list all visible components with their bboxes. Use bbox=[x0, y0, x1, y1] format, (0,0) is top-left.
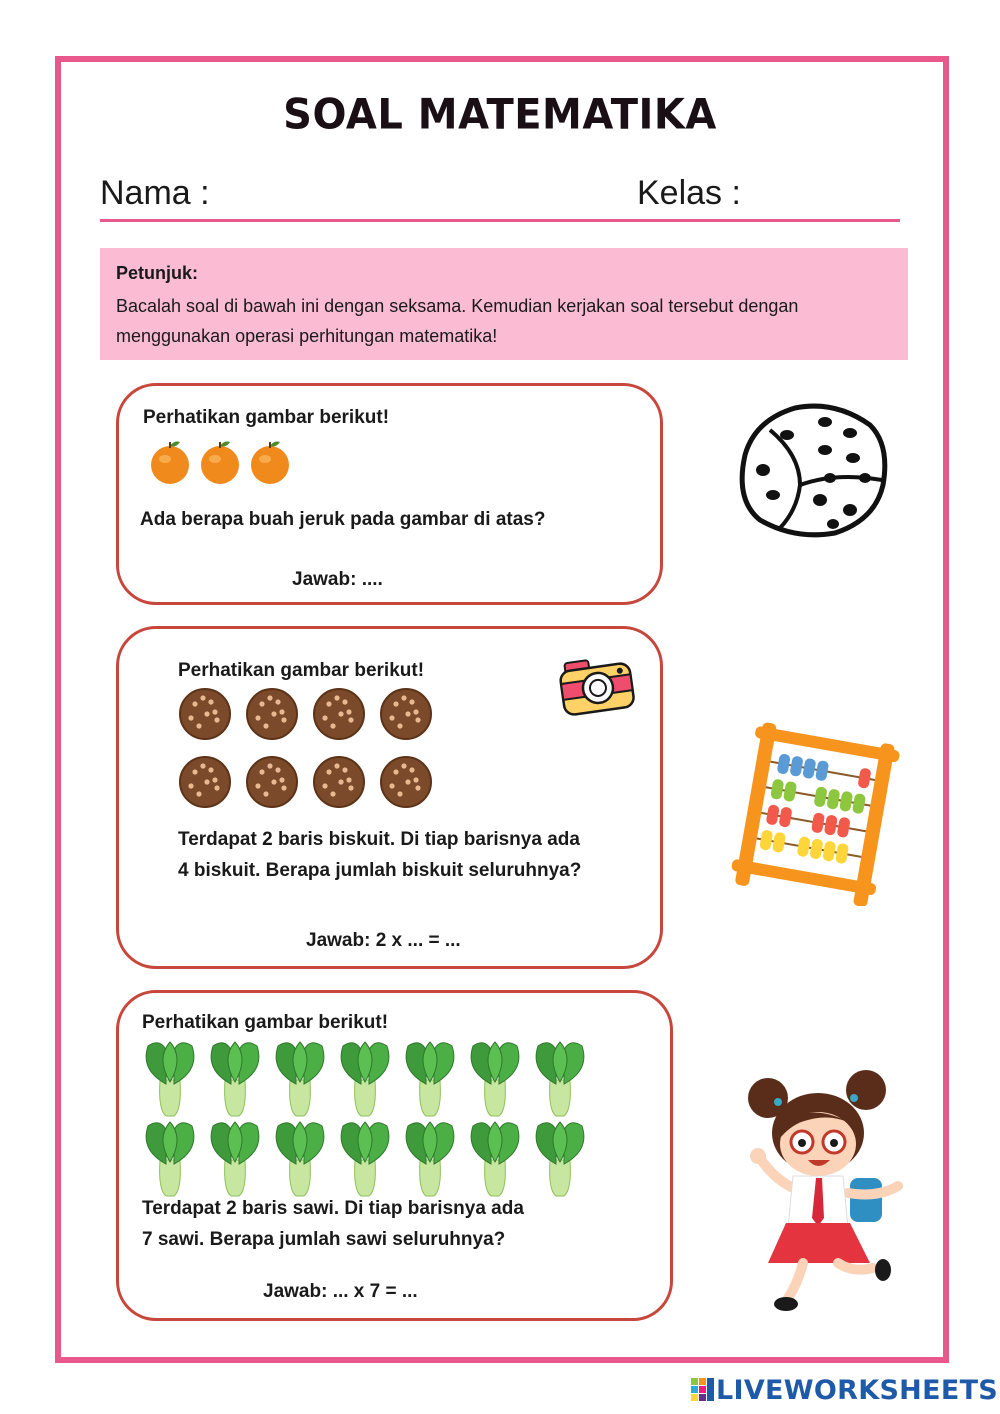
orange-icon bbox=[251, 442, 289, 485]
mustard-greens-icon bbox=[276, 1042, 324, 1116]
abacus-icon bbox=[728, 722, 900, 911]
cookie-icon bbox=[381, 689, 431, 739]
question-2-prompt: Perhatikan gambar berikut! bbox=[178, 660, 425, 681]
dice-icon bbox=[725, 400, 890, 545]
question-3-line-1: Terdapat 2 baris sawi. Di tiap barisnya ada bbox=[142, 1198, 524, 1219]
mustard-greens-icon bbox=[211, 1042, 259, 1116]
class-label: Kelas : bbox=[637, 174, 741, 212]
mustard-greens-icon bbox=[536, 1122, 584, 1196]
name-label: Nama : bbox=[100, 174, 210, 212]
question-1-text: Ada berapa buah jeruk pada gambar di atas? bbox=[140, 509, 546, 530]
name-class-underline[interactable] bbox=[100, 219, 900, 222]
camera-icon bbox=[557, 645, 637, 722]
mustard-greens-icon bbox=[406, 1122, 454, 1196]
orange-icon bbox=[201, 442, 239, 485]
mustard-greens-grid bbox=[140, 1040, 590, 1205]
instruction-title: Petunjuk: bbox=[116, 263, 199, 283]
mustard-greens-icon bbox=[146, 1042, 194, 1116]
question-3-line-2: 7 sawi. Berapa jumlah sawi seluruhnya? bbox=[142, 1229, 506, 1250]
question-1-answer[interactable]: Jawab: .... bbox=[292, 569, 383, 590]
instruction-text: Bacalah soal di bawah ini dengan seksama. Kemudian kerjakan soal tersebut dengan menggunakan operasi perhitungan matematika! bbox=[116, 296, 799, 346]
mustard-greens-icon bbox=[471, 1122, 519, 1196]
instruction-box bbox=[100, 248, 908, 360]
mustard-greens-icon bbox=[341, 1042, 389, 1116]
mustard-greens-icon bbox=[471, 1042, 519, 1116]
mustard-greens-icon bbox=[341, 1122, 389, 1196]
question-3-prompt: Perhatikan gambar berikut! bbox=[142, 1012, 389, 1033]
question-2-line-2: 4 biskuit. Berapa jumlah biskuit seluruhnya? bbox=[178, 860, 582, 881]
mustard-greens-icon bbox=[276, 1122, 324, 1196]
girl-illustration bbox=[738, 1058, 918, 1323]
question-3-answer[interactable]: Jawab: ... x 7 = ... bbox=[263, 1281, 418, 1302]
liveworksheets-logo-icon bbox=[690, 1377, 716, 1403]
liveworksheets-brand: LIVEWORKSHEETS bbox=[716, 1374, 999, 1406]
mustard-greens-icon bbox=[406, 1042, 454, 1116]
cookie-icon bbox=[381, 757, 431, 807]
mustard-greens-icon bbox=[211, 1122, 259, 1196]
cookie-icon bbox=[314, 757, 364, 807]
question-3-text bbox=[142, 1193, 622, 1255]
mustard-greens-icon bbox=[146, 1122, 194, 1196]
liveworksheets-logo[interactable] bbox=[690, 1375, 998, 1405]
cookie-icon bbox=[247, 757, 297, 807]
cookie-icon bbox=[247, 689, 297, 739]
question-2-text bbox=[178, 824, 658, 886]
page-title: SOAL MATEMATIKA bbox=[283, 90, 717, 140]
question-2-line-1: Terdapat 2 baris biskuit. Di tiap barisnya ada bbox=[178, 829, 580, 850]
orange-icon bbox=[151, 442, 189, 485]
orange-row bbox=[148, 438, 298, 493]
cookie-grid bbox=[178, 688, 438, 817]
cookie-icon bbox=[180, 757, 230, 807]
question-1-prompt: Perhatikan gambar berikut! bbox=[143, 407, 390, 428]
question-2-answer[interactable]: Jawab: 2 x ... = ... bbox=[306, 930, 461, 951]
mustard-greens-icon bbox=[536, 1042, 584, 1116]
cookie-icon bbox=[180, 689, 230, 739]
cookie-icon bbox=[314, 689, 364, 739]
